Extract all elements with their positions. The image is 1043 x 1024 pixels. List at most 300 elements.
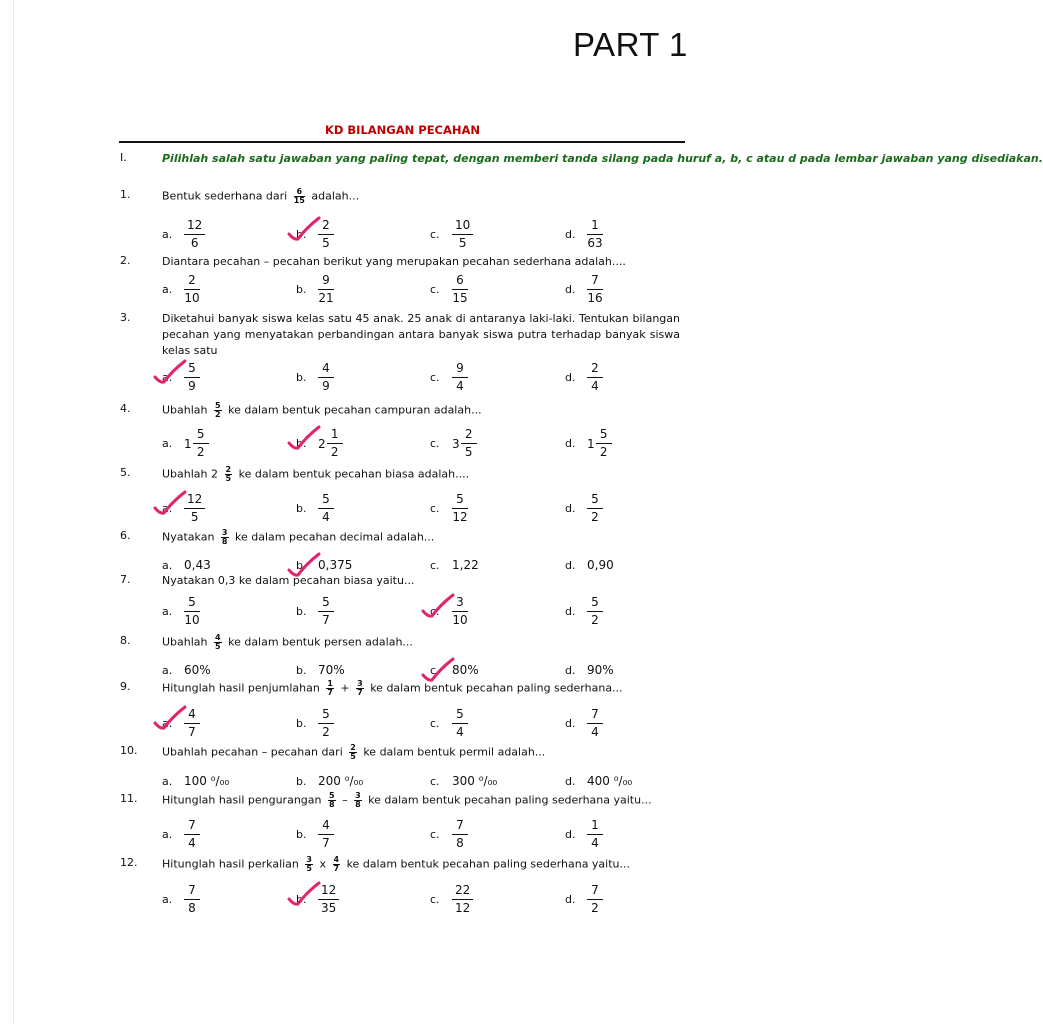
fraction-numerator: 2 [184,273,200,290]
fraction [587,218,603,251]
operator: + [336,681,354,695]
inline-fraction [225,466,233,483]
question-text [162,402,482,419]
answer-option-c[interactable] [430,774,497,788]
fraction [452,595,468,628]
question-text-part: ke dalam bentuk pecahan biasa adalah.... [235,467,470,481]
answer-option-d[interactable] [565,427,612,460]
fraction [318,707,334,740]
question-text-part: Hitunglah hasil pengurangan [162,793,325,807]
answer-option-c[interactable] [430,595,468,628]
answer-option-d[interactable] [565,707,603,740]
fraction [318,361,334,394]
fraction-numerator: 5 [596,427,612,444]
answer-option-b[interactable] [296,218,334,251]
fraction-denominator: 5 [190,510,199,524]
fraction-denominator: 4 [591,836,599,850]
answer-option-c[interactable] [430,707,468,740]
fraction-numerator: 7 [184,883,200,900]
option-value: 0,375 [318,558,353,572]
fraction [184,361,200,394]
fraction [184,818,200,851]
fraction [184,492,205,525]
fraction-numerator: 5 [452,492,468,509]
answer-option-a[interactable] [162,273,200,306]
option-letter: b. [296,893,307,906]
answer-option-a[interactable] [162,427,209,460]
fraction-numerator: 5 [587,492,603,509]
answer-option-b[interactable] [296,595,334,628]
question-text: Nyatakan 0,3 ke dalam pecahan biasa yaitu... [162,574,415,587]
answer-option-c[interactable] [430,558,479,572]
whole-part: 1 [184,436,192,451]
option-letter: b. [296,605,307,618]
answer-option-b[interactable] [296,663,345,677]
fraction [596,427,612,460]
fraction-numerator: 4 [318,361,334,378]
fraction-numerator: 1 [327,427,343,444]
option-letter: a. [162,828,173,841]
question-text-part: Hitunglah hasil penjumlahan [162,681,324,695]
fraction-denominator: 4 [456,725,464,739]
option-letter: c. [430,283,440,296]
option-letter: a. [162,893,173,906]
fraction-denominator: 8 [329,800,335,809]
fraction-denominator: 4 [322,510,330,524]
question-number: 11. [120,792,138,805]
fraction-denominator: 8 [188,901,196,915]
fraction-denominator: 2 [591,901,599,915]
answer-option-c[interactable] [430,818,468,851]
fraction-denominator: 7 [333,864,340,873]
question-text-part: ke dalam bentuk pecahan paling sederhana yaitu... [343,857,631,871]
option-letter: d. [565,502,576,515]
answer-option-a[interactable] [162,883,200,916]
question-number: 8. [120,634,131,647]
fraction-denominator: 2 [591,510,599,524]
option-letter: c. [430,663,440,677]
fraction-denominator: 7 [188,725,196,739]
option-letter: d. [565,717,576,730]
answer-option-d[interactable] [565,595,603,628]
fraction [452,273,468,306]
fraction-denominator: 4 [456,379,464,393]
fraction-numerator: 3 [221,528,228,537]
option-letter: c. [430,893,440,906]
fraction-denominator: 4 [591,725,599,739]
question-text: Diantara pecahan – pecahan berikut yang merupakan pecahan sederhana adalah.... [162,255,626,268]
fraction-denominator: 5 [306,864,312,873]
option-letter: a. [162,502,173,515]
question-number: 9. [120,680,131,693]
fraction-numerator: 2 [587,361,603,378]
option-letter: d. [565,605,576,618]
option-value: 90% [587,663,614,677]
answer-option-b[interactable] [296,492,334,525]
fraction [452,492,468,525]
inline-fraction [221,529,229,546]
fraction [587,883,603,916]
fraction-numerator: 5 [329,791,335,800]
fraction [318,883,339,916]
answer-option-d[interactable] [565,774,632,788]
option-value: 200 ⁰/₀₀ [318,774,364,788]
option-value: 80% [452,663,479,677]
fraction-numerator: 7 [587,883,603,900]
fraction-denominator: 2 [599,445,608,459]
option-value: 100 ⁰/₀₀ [184,774,230,788]
fraction-numerator: 9 [452,361,468,378]
question-text-part: Ubahlah [162,403,212,417]
inline-fraction [354,792,362,809]
fraction [587,273,603,306]
question-number: 10. [120,744,138,757]
question-text-part: ke dalam bentuk pecahan paling sederhana... [366,681,623,695]
answer-option-a[interactable] [162,595,200,628]
answer-option-d[interactable] [565,818,603,851]
fraction-numerator: 7 [587,273,603,290]
answer-option-b[interactable] [296,774,363,788]
option-letter: c. [430,605,440,618]
answer-option-a[interactable] [162,218,205,251]
answer-option-c[interactable] [430,427,477,460]
inline-fraction [333,856,341,873]
fraction-denominator: 7 [322,836,330,850]
fraction-numerator: 4 [184,707,200,724]
fraction-denominator: 8 [456,836,464,850]
option-letter: c. [430,558,440,572]
fraction-numerator: 2 [461,427,477,444]
fraction-numerator: 9 [318,273,334,290]
question-text-part: ke dalam pecahan decimal adalah... [231,530,435,544]
question-text: Diketahui banyak siswa kelas satu 45 anak. 25 anak di antaranya laki-laki. Tentukan bilangan pecahan yang menyatakan perbandingan antara banyak siswa putra terhadap banyak siswa kelas satu [162,312,680,357]
whole-part: 2 [318,436,326,451]
fraction [184,707,200,740]
fraction-numerator: 4 [318,818,334,835]
fraction-denominator: 2 [322,725,330,739]
fraction-numerator: 22 [452,883,473,900]
option-letter: c. [430,228,440,241]
question-text [162,188,359,205]
fraction-denominator: 7 [322,613,330,627]
option-letter: b. [296,228,307,241]
fraction [452,818,468,851]
option-letter: b. [296,371,307,384]
answer-option-a[interactable] [162,707,200,740]
option-value: 300 ⁰/₀₀ [452,774,498,788]
answer-option-b[interactable] [296,361,334,394]
option-value: 400 ⁰/₀₀ [587,774,633,788]
fraction-numerator: 4 [333,855,340,864]
answer-option-a[interactable] [162,663,211,677]
answer-option-c[interactable] [430,883,473,916]
fraction-denominator: 5 [458,236,467,250]
fraction-numerator: 10 [452,218,473,235]
option-letter: b. [296,717,307,730]
question-text-part: ke dalam bentuk pecahan campuran adalah... [224,403,482,417]
fraction [184,883,200,916]
answer-option-d[interactable] [565,883,603,916]
fraction-numerator: 1 [587,218,603,235]
fraction-denominator: 63 [587,236,603,250]
fraction-numerator: 3 [452,595,468,612]
option-letter: c. [430,774,440,788]
option-letter: d. [565,774,576,788]
question-text-part: Nyatakan [162,530,218,544]
question-number: 5. [120,466,131,479]
fraction [318,218,334,251]
inline-fraction [356,680,364,697]
option-letter: a. [162,437,173,450]
fraction-denominator: 5 [215,642,221,651]
option-value: 0,43 [184,558,211,572]
fraction-numerator: 12 [184,492,205,509]
question-text-part: Bentuk sederhana dari [162,189,291,203]
fraction-denominator: 10 [452,613,468,627]
option-letter: a. [162,717,173,730]
question-number: 12. [120,856,138,869]
option-value: 60% [184,663,211,677]
fraction-numerator: 5 [215,401,221,410]
fraction-denominator: 9 [188,379,196,393]
answer-option-b[interactable] [296,883,339,916]
whole-part: 3 [452,436,460,451]
fraction-denominator: 6 [190,236,199,250]
fraction-numerator: 5 [318,595,334,612]
answer-option-b[interactable] [296,273,334,306]
mixed-number [184,427,209,460]
option-letter: d. [565,893,576,906]
fraction-numerator: 2 [350,743,356,752]
fraction-numerator: 7 [452,818,468,835]
fraction-numerator: 5 [587,595,603,612]
fraction-denominator: 5 [350,752,356,761]
fraction-numerator: 12 [184,218,205,235]
fraction-denominator: 2 [196,445,205,459]
option-letter: a. [162,371,173,384]
operator: – [338,793,352,807]
instruction-numeral: I. [120,151,127,164]
fraction-denominator: 15 [293,196,305,205]
inline-fraction [214,634,222,651]
answer-option-b[interactable] [296,427,343,460]
question-number: 3. [120,311,131,324]
fraction [184,273,200,306]
fraction-numerator: 2 [225,465,232,474]
fraction-numerator: 1 [587,818,603,835]
fraction [587,361,603,394]
answer-option-d[interactable] [565,663,614,677]
inline-fraction [214,402,222,419]
option-letter: b. [296,437,307,450]
option-letter: a. [162,558,173,572]
answer-option-b[interactable] [296,707,334,740]
answer-option-a[interactable] [162,818,200,851]
fraction-numerator: 7 [184,818,200,835]
fraction-denominator: 8 [355,800,361,809]
answer-option-a[interactable] [162,361,200,394]
fraction-denominator: 10 [184,613,200,627]
question-text-part: ke dalam bentuk permil adalah... [359,745,546,759]
fraction-numerator: 3 [306,855,312,864]
fraction-denominator: 2 [591,613,599,627]
option-value: 70% [318,663,345,677]
question-text-part: adalah... [307,189,360,203]
fraction [327,427,343,460]
question-text [162,529,434,546]
fraction-numerator: 5 [193,427,209,444]
inline-fraction [349,744,357,761]
fraction [461,427,477,460]
fraction-denominator: 21 [318,291,334,305]
option-letter: a. [162,605,173,618]
fraction-numerator: 5 [318,492,334,509]
whole-part: 1 [587,436,595,451]
option-letter: b. [296,502,307,515]
fraction-denominator: 2 [330,445,339,459]
fraction-denominator: 7 [357,688,363,697]
option-letter: d. [565,828,576,841]
fraction-denominator: 4 [591,379,599,393]
option-letter: a. [162,663,173,677]
option-letter: b. [296,774,307,788]
fraction-numerator: 4 [215,633,221,642]
fraction-denominator: 12 [452,510,468,524]
question-number: 7. [120,573,131,586]
fraction [587,707,603,740]
question-text [162,680,623,697]
fraction-numerator: 5 [452,707,468,724]
answer-option-c[interactable] [430,218,473,251]
fraction-denominator: 5 [225,474,232,483]
fraction-numerator: 5 [184,361,200,378]
answer-option-a[interactable] [162,774,229,788]
option-letter: b. [296,828,307,841]
mixed-number [587,427,612,460]
option-letter: a. [162,774,173,788]
fraction-numerator: 5 [318,707,334,724]
fraction [587,595,603,628]
fraction-numerator: 12 [318,883,339,900]
option-letter: a. [162,283,173,296]
fraction-denominator: 4 [188,836,196,850]
fraction-numerator: 3 [355,791,361,800]
fraction [452,361,468,394]
option-letter: d. [565,437,576,450]
inline-fraction [294,188,305,205]
answer-option-d[interactable] [565,361,603,394]
mixed-number [452,427,477,460]
answer-option-a[interactable] [162,492,205,525]
fraction-denominator: 35 [321,901,337,915]
fraction [587,492,603,525]
fraction-denominator: 7 [327,688,333,697]
fraction-denominator: 9 [322,379,330,393]
page-edge [13,0,14,1024]
option-letter: c. [430,828,440,841]
option-letter: d. [565,371,576,384]
title-rule [119,141,685,143]
answer-option-a[interactable] [162,558,211,572]
question-text-part: Hitunglah hasil perkalian [162,857,303,871]
fraction-denominator: 12 [455,901,471,915]
answer-option-d[interactable] [565,218,603,251]
option-letter: a. [162,228,173,241]
fraction-denominator: 2 [215,410,221,419]
question-number: 4. [120,402,131,415]
question-text [162,744,545,761]
answer-option-b[interactable] [296,818,334,851]
fraction-denominator: 10 [184,291,200,305]
option-letter: c. [430,437,440,450]
option-letter: c. [430,502,440,515]
fraction-numerator: 2 [318,218,334,235]
fraction [318,818,334,851]
answer-option-d[interactable] [565,492,603,525]
fraction [193,427,209,460]
fraction [318,595,334,628]
question-number: 1. [120,188,131,201]
fraction [184,595,200,628]
option-letter: d. [565,663,576,677]
fraction-numerator: 5 [184,595,200,612]
fraction-numerator: 6 [452,273,468,290]
fraction-denominator: 16 [587,291,603,305]
question-text [162,856,630,873]
option-letter: b. [296,283,307,296]
operator: x [315,857,330,871]
inline-fraction [328,792,336,809]
fraction [318,273,334,306]
part-label: PART 1 [573,26,688,63]
instruction-text: Pilihlah salah satu jawaban yang paling tepat, dengan memberi tanda silang pada huruf a, b, c atau d pada lembar jawaban yang disediakan. [162,152,1043,165]
option-value: 1,22 [452,558,479,572]
option-letter: b. [296,558,307,572]
answer-option-c[interactable] [430,273,468,306]
fraction-numerator: 7 [587,707,603,724]
answer-option-c[interactable] [430,361,468,394]
answer-option-c[interactable] [430,492,468,525]
question-text-part: Ubahlah 2 [162,467,222,481]
answer-option-c[interactable] [430,663,479,677]
fraction-numerator: 1 [327,679,333,688]
mixed-number [318,427,343,460]
fraction [452,707,468,740]
option-letter: c. [430,717,440,730]
fraction [452,218,473,251]
answer-option-b[interactable] [296,558,352,572]
fraction-denominator: 5 [464,445,473,459]
question-number: 2. [120,254,131,267]
fraction-denominator: 8 [221,537,228,546]
fraction-numerator: 6 [294,188,305,197]
inline-fraction [326,680,334,697]
answer-option-d[interactable] [565,273,603,306]
fraction-denominator: 15 [452,291,468,305]
fraction-denominator: 5 [322,236,330,250]
option-letter: c. [430,371,440,384]
question-text [162,466,469,483]
question-text-part: Ubahlah pecahan – pecahan dari [162,745,347,759]
page-title: KD BILANGAN PECAHAN [324,123,481,137]
fraction [318,492,334,525]
question-text-part: Ubahlah [162,635,212,649]
option-letter: d. [565,228,576,241]
question-text [162,634,413,651]
fraction [184,218,205,251]
inline-fraction [305,856,313,873]
answer-option-d[interactable] [565,558,614,572]
